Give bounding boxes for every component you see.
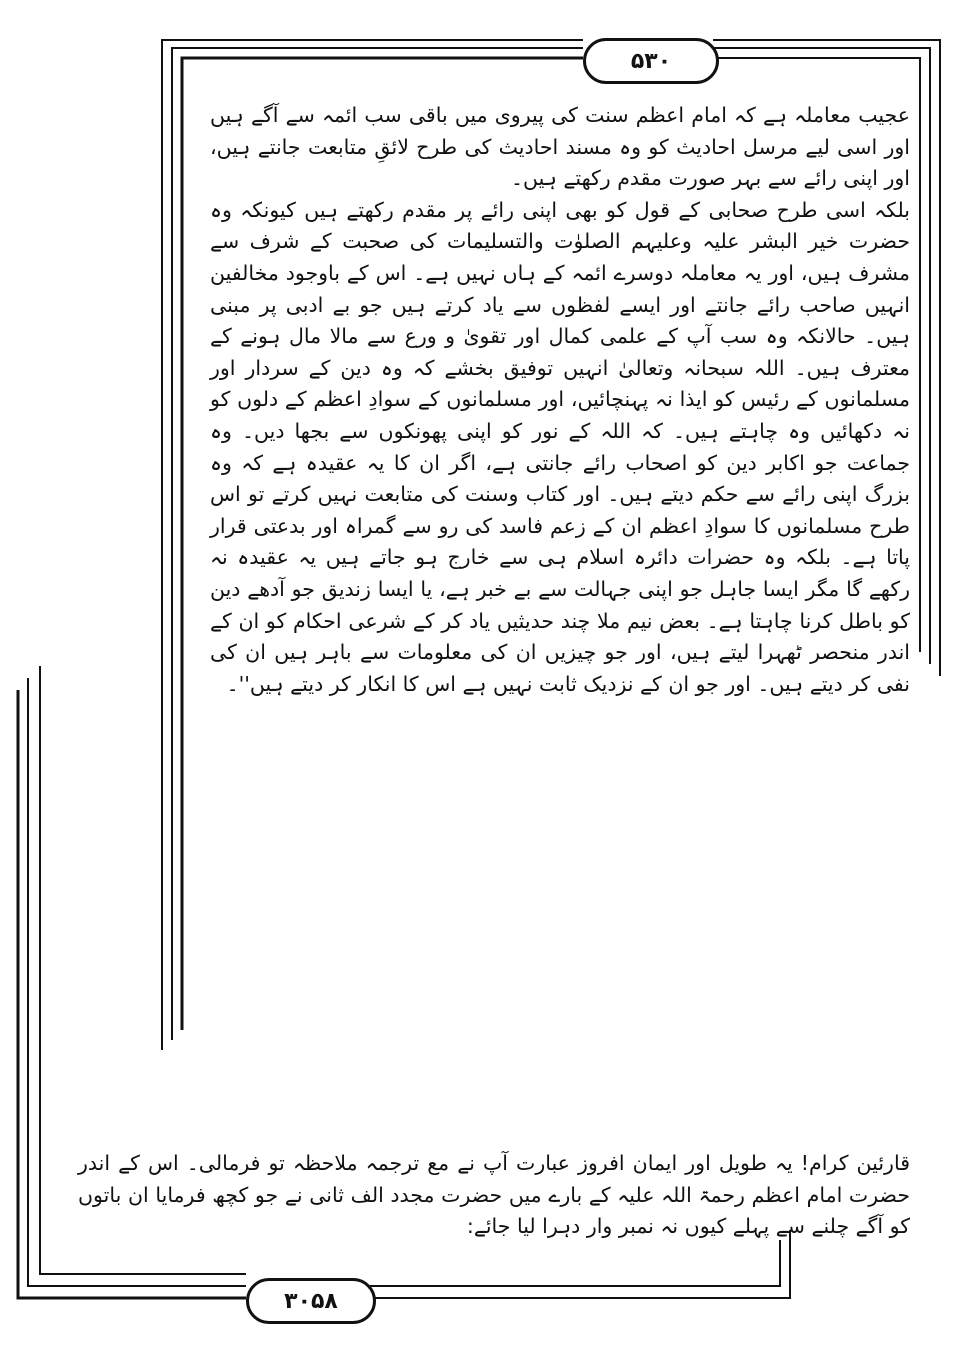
closing-paragraph	[78, 1148, 910, 1243]
page-number-bottom: ۳۰۵۸	[246, 1278, 376, 1324]
quote-paragraph-1: عجیب معاملہ ہے کہ امام اعظم سنت کی پیروی میں باقی سب ائمہ سے آگے ہیں اور اسی لیے مرسل احادیث کو وہ مسند احادیث کی طرح لائقِ متابعت جانتے ہیں، اور اپنی رائے سے بہر صورت مقدم رکھتے ہیں۔	[210, 103, 910, 191]
quoted-passage	[210, 100, 910, 700]
quote-paragraph-2: بلکہ اسی طرح صحابی کے قول کو بھی اپنی رائے پر مقدم رکھتے ہیں کیونکہ وہ حضرت خیر البشر علیہ وعلیہم الصلوٰت والتسلیمات کی صحبت کے شرف سے مشرف ہیں، اور یہ معاملہ دوسرے ائمہ کے ہاں نہیں ہے۔ اس کے باوجود مخالفین انہیں صاحب رائے جانتے اور ایسے لفظوں سے یاد کرتے ہیں جو بے ادبی پر مبنی ہیں۔ حالانکہ وہ سب آپ کے علمی کمال اور تقویٰ و ورع سے مالا مال ہونے کے معترف ہیں۔ اللہ سبحانہ وتعالیٰ انہیں توفیق بخشے کہ وہ دین کے سردار اور مسلمانوں کے رئیس کو ایذا نہ پہنچائیں، اور مسلمانوں کے سوادِ اعظم کے دلوں کو نہ دکھائیں وہ چاہتے ہیں۔ کہ اللہ کے نور کو اپنی پھونکوں سے بجھا دیں۔ وہ جماعت جو اکابر دین کو اصحاب رائے جانتی ہے، اگر ان کا یہ عقیدہ ہے کہ وہ بزرگ اپنی رائے سے حکم دیتے ہیں۔ اور کتاب وسنت کی متابعت نہیں کرتے تو اس طرح مسلمانوں کا سوادِ اعظم ان کے زعم فاسد کی رو سے گمراہ اور بدعتی قرار پاتا ہے۔ بلکہ وہ حضرات دائرہ اسلام ہی سے خارج ہو جاتے ہیں یہ عقیدہ نہ رکھے گا مگر ایسا جاہل جو اپنی جہالت سے بے خبر ہے، یا ایسا زندیق جو آدھے دین کو باطل کرنا چاہتا ہے۔ بعض نیم ملا چند حدیثیں یاد کر کے شرعی احکام کو ان کے اندر منحصر ٹھہرا لیتے ہیں، اور جو چیزیں ان کی معلومات سے باہر ہیں ان کی نفی کر دیتے ہیں۔ اور جو ان کے نزدیک ثابت نہیں ہے اس کا انکار کر دیتے ہیں''۔	[210, 197, 910, 696]
page-number-top: ۵۳۰	[583, 38, 719, 84]
closing-text: قارئین کرام! یہ طویل اور ایمان افروز عبارت آپ نے مع ترجمہ ملاحظہ تو فرمالی۔ اس کے اندر حضرت امام اعظم رحمۃ اللہ علیہ کے بارے میں حضرت مجدد الف ثانی نے جو کچھ فرمایا ان باتوں کو آگے چلنے سے پہلے کیوں نہ نمبر وار دہرا لیا جائے:	[78, 1151, 910, 1239]
